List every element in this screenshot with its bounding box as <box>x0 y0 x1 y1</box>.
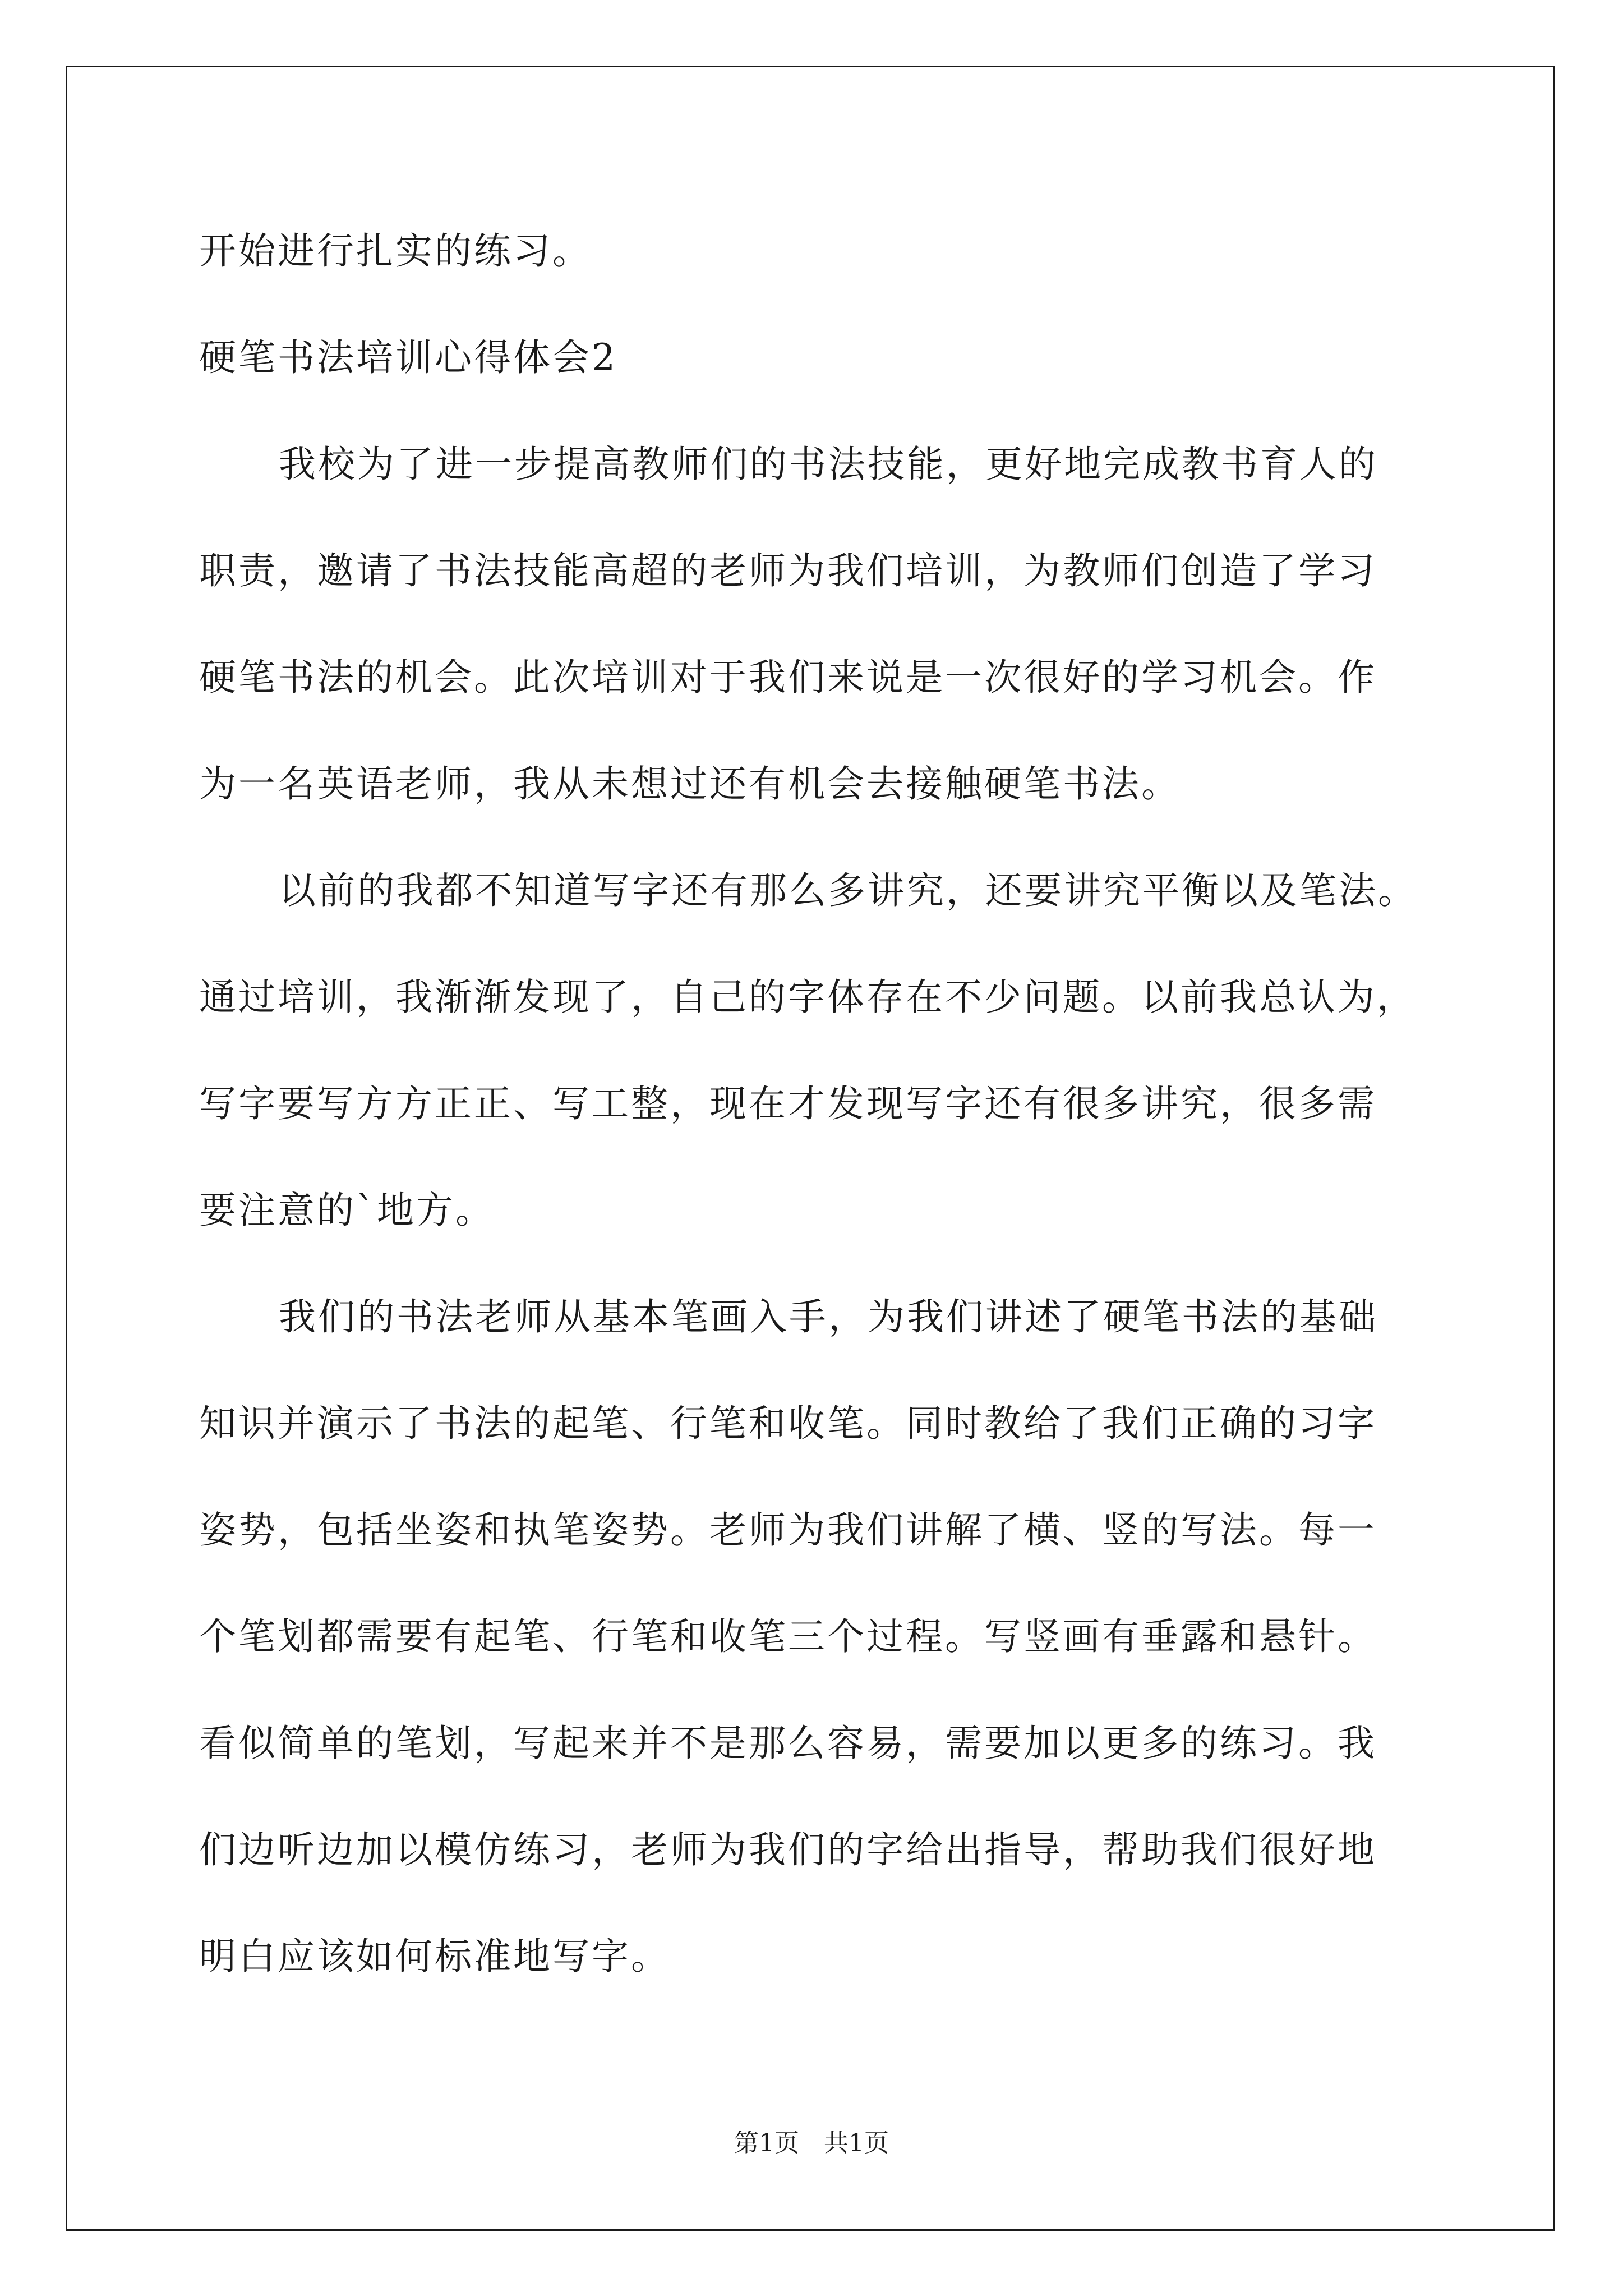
text-line: 我校为了进一步提高教师们的书法技能，更好地完成教书育人的 <box>279 443 1378 486</box>
page-number: 第1页 共1页 <box>734 2129 889 2157</box>
text-line: 以前的我都不知道写字还有那么多讲究，还要讲究平衡以及笔法。 <box>279 869 1417 912</box>
text-line: 个笔划都需要有起笔、行笔和收笔三个过程。写竖画有垂露和悬针。 <box>199 1615 1377 1658</box>
text-line: 硬笔书法的机会。此次培训对于我们来说是一次很好的学习机会。作 <box>199 656 1377 699</box>
text-line: 为一名英语老师，我从未想过还有机会去接触硬笔书法。 <box>199 762 1181 806</box>
text-line: 写字要写方方正正、写工整，现在才发现写字还有很多讲究，很多需 <box>199 1082 1377 1125</box>
section-title: 硬笔书法培训心得体会2 <box>199 336 617 379</box>
text-line: 看似简单的笔划，写起来并不是那么容易，需要加以更多的练习。我 <box>199 1722 1377 1765</box>
text-line: 明白应该如何标准地写字。 <box>199 1935 670 1978</box>
text-line: 知识并演示了书法的起笔、行笔和收笔。同时教给了我们正确的习字 <box>199 1402 1377 1445</box>
text-line: 通过培训，我渐渐发现了，自己的字体存在不少问题。以前我总认为， <box>199 976 1416 1019</box>
page-border <box>66 66 1555 2231</box>
text-line: 姿势，包括坐姿和执笔姿势。老师为我们讲解了横、竖的写法。每一 <box>199 1508 1377 1552</box>
continuation-line: 开始进行扎实的练习。 <box>199 229 592 273</box>
text-line: 们边听边加以模仿练习，老师为我们的字给出指导，帮助我们很好地 <box>199 1828 1377 1871</box>
text-line: 要注意的`地方。 <box>199 1189 495 1232</box>
text-line: 职责，邀请了书法技能高超的老师为我们培训，为教师们创造了学习 <box>199 549 1377 592</box>
text-line: 我们的书法老师从基本笔画入手，为我们讲述了硬笔书法的基础 <box>279 1295 1378 1338</box>
